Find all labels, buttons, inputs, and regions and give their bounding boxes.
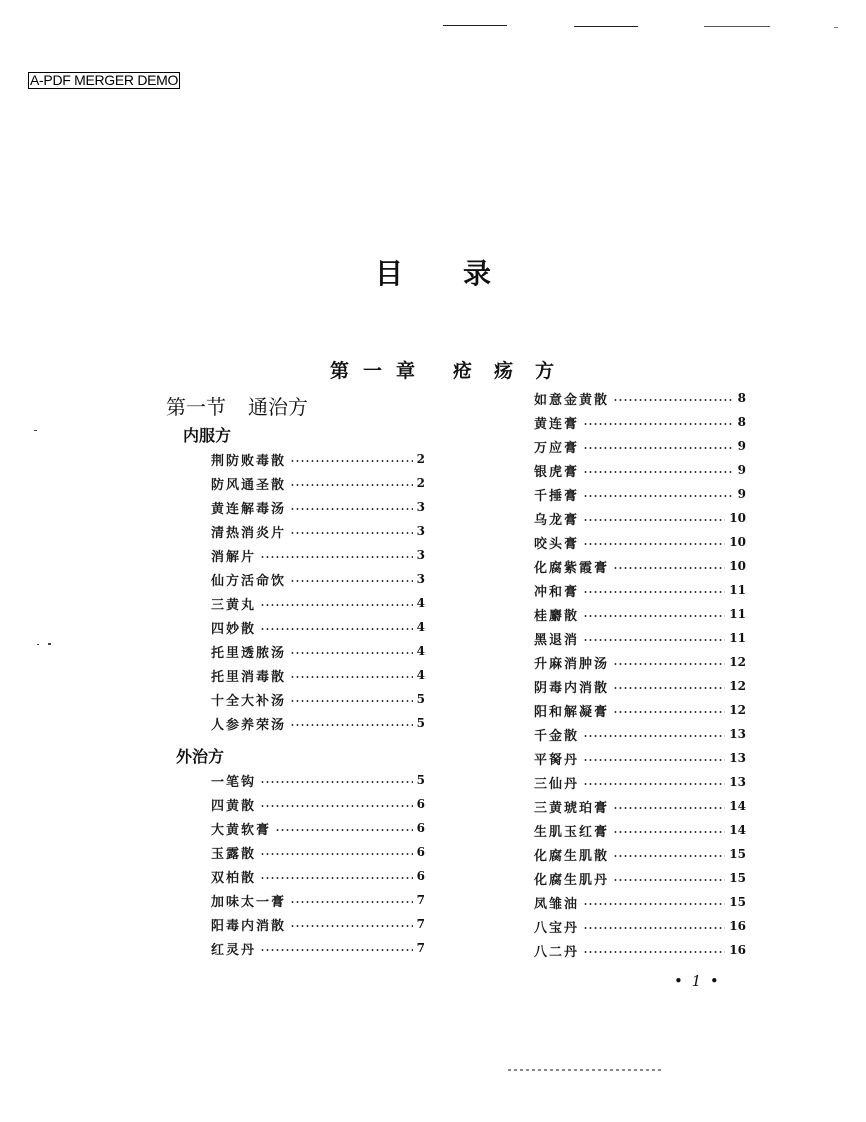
toc-entry-page: 4 bbox=[416, 644, 425, 658]
toc-entry-title: 黄连解毒汤 bbox=[211, 501, 287, 517]
scan-rule bbox=[443, 25, 507, 26]
toc-entry-title: 三黄丸 bbox=[211, 597, 257, 613]
dot-leader bbox=[583, 759, 725, 761]
toc-entry-page: 6 bbox=[416, 845, 425, 859]
toc-entry-page: 13 bbox=[729, 727, 746, 741]
toc-entry-page: 3 bbox=[416, 548, 425, 562]
dot-leader bbox=[613, 711, 725, 713]
chapter-name: 疮疡方 bbox=[453, 360, 577, 382]
toc-entry-page: 4 bbox=[416, 596, 425, 610]
toc-entry-page: 16 bbox=[729, 919, 746, 933]
toc-entry-page: 3 bbox=[416, 572, 425, 586]
toc-entry-title: 乌龙膏 bbox=[534, 512, 580, 528]
toc-entry-title: 化腐生肌散 bbox=[534, 848, 610, 864]
dot-leader bbox=[583, 591, 725, 593]
toc-entry[interactable] bbox=[211, 711, 425, 735]
toc-entry-title: 人参养荣汤 bbox=[211, 717, 287, 733]
section-name: 通治方 bbox=[248, 395, 308, 419]
toc-entry-title: 如意金黄散 bbox=[534, 392, 610, 408]
dot-leader bbox=[613, 879, 725, 881]
dot-leader bbox=[290, 700, 413, 702]
dot-leader bbox=[583, 639, 725, 641]
toc-entry[interactable] bbox=[534, 602, 746, 626]
toc-entry-title: 双柏散 bbox=[211, 870, 257, 886]
toc-entry[interactable] bbox=[211, 447, 425, 471]
toc-entry[interactable] bbox=[211, 615, 425, 639]
toc-entry-title: 加味太一膏 bbox=[211, 894, 287, 910]
toc-entry[interactable] bbox=[534, 770, 746, 794]
toc-entry[interactable] bbox=[211, 912, 425, 936]
dot-leader bbox=[290, 652, 413, 654]
page-number: • 1 • bbox=[674, 972, 721, 990]
toc-entry-title: 凤雏油 bbox=[534, 896, 580, 912]
toc-entry-page: 11 bbox=[729, 631, 746, 645]
toc-entry[interactable] bbox=[211, 639, 425, 663]
toc-entry-page: 14 bbox=[729, 799, 746, 813]
toc-entry-page: 15 bbox=[729, 871, 746, 885]
toc-entry[interactable] bbox=[534, 818, 746, 842]
toc-entry[interactable] bbox=[211, 543, 425, 567]
toc-entry[interactable] bbox=[534, 650, 746, 674]
toc-entry[interactable] bbox=[534, 530, 746, 554]
toc-entry[interactable] bbox=[534, 554, 746, 578]
toc-entry-title: 玉露散 bbox=[211, 846, 257, 862]
toc-entry-title: 千金散 bbox=[534, 728, 580, 744]
toc-entry-title: 三仙丹 bbox=[534, 776, 580, 792]
toc-entry-title: 托里消毒散 bbox=[211, 669, 287, 685]
scan-speck bbox=[48, 643, 51, 645]
dot-leader bbox=[613, 567, 725, 569]
page-title: 目录 bbox=[374, 257, 551, 290]
toc-entry[interactable] bbox=[211, 519, 425, 543]
scan-speck bbox=[37, 644, 39, 645]
dot-leader bbox=[260, 781, 413, 783]
toc-entry-page: 15 bbox=[729, 847, 746, 861]
dot-leader bbox=[583, 495, 734, 497]
toc-entry[interactable] bbox=[534, 410, 746, 434]
dot-leader bbox=[583, 447, 734, 449]
toc-entry-title: 阳和解凝膏 bbox=[534, 704, 610, 720]
toc-entry-page: 14 bbox=[729, 823, 746, 837]
toc-entry-page: 10 bbox=[729, 559, 746, 573]
dot-leader bbox=[290, 580, 413, 582]
toc-entry[interactable] bbox=[211, 864, 425, 888]
toc-entry-title: 一笔钩 bbox=[211, 774, 257, 790]
toc-entry-page: 5 bbox=[416, 716, 425, 730]
toc-entry-page: 3 bbox=[416, 524, 425, 538]
toc-entry[interactable] bbox=[534, 578, 746, 602]
toc-entry[interactable] bbox=[534, 626, 746, 650]
toc-entry-title: 清热消炎片 bbox=[211, 525, 287, 541]
toc-entry[interactable] bbox=[211, 567, 425, 591]
scan-artifact bbox=[508, 1069, 663, 1071]
toc-entry-page: 11 bbox=[729, 607, 746, 621]
toc-entry-page: 11 bbox=[729, 583, 746, 597]
toc-entry[interactable] bbox=[534, 866, 746, 890]
dot-leader bbox=[290, 508, 413, 510]
dot-leader bbox=[260, 877, 413, 879]
dot-leader bbox=[583, 927, 725, 929]
toc-entry[interactable] bbox=[211, 591, 425, 615]
toc-entry[interactable] bbox=[534, 794, 746, 818]
section-heading bbox=[166, 391, 308, 420]
toc-entry-page: 7 bbox=[416, 941, 425, 955]
toc-entry-title: 桂麝散 bbox=[534, 608, 580, 624]
toc-entry-title: 阴毒内消散 bbox=[534, 680, 610, 696]
toc-entry-page: 3 bbox=[416, 500, 425, 514]
toc-entry[interactable] bbox=[534, 674, 746, 698]
toc-entry-page: 2 bbox=[416, 476, 425, 490]
toc-entry-title: 托里透脓汤 bbox=[211, 645, 287, 661]
toc-entry-page: 12 bbox=[729, 703, 746, 717]
toc-entry-title: 消解片 bbox=[211, 549, 257, 565]
watermark: A-PDF MERGER DEMO bbox=[30, 72, 179, 88]
dot-leader bbox=[613, 663, 725, 665]
toc-entry[interactable] bbox=[534, 506, 746, 530]
dot-leader bbox=[613, 831, 725, 833]
toc-entry-title: 防风通圣散 bbox=[211, 477, 287, 493]
toc-entry[interactable] bbox=[534, 458, 746, 482]
toc-entry-page: 6 bbox=[416, 869, 425, 883]
toc-entry[interactable] bbox=[534, 914, 746, 938]
scan-rule bbox=[704, 26, 770, 27]
toc-entry-page: 10 bbox=[729, 511, 746, 525]
dot-leader bbox=[583, 735, 725, 737]
toc-entry-page: 13 bbox=[729, 775, 746, 789]
toc-entry-title: 万应膏 bbox=[534, 440, 580, 456]
group-heading-external: 外治方 bbox=[176, 747, 225, 766]
toc-entry-title: 生肌玉红膏 bbox=[534, 824, 610, 840]
toc-entry-page: 9 bbox=[737, 487, 746, 501]
dot-leader bbox=[613, 807, 725, 809]
toc-entry-title: 仙方活命饮 bbox=[211, 573, 287, 589]
toc-entry[interactable] bbox=[534, 482, 746, 506]
toc-entry-title: 化腐紫霞膏 bbox=[534, 560, 610, 576]
chapter-number: 第一章 bbox=[330, 360, 430, 382]
toc-entry[interactable] bbox=[534, 698, 746, 722]
toc-entry[interactable] bbox=[211, 816, 425, 840]
dot-leader bbox=[290, 532, 413, 534]
toc-entry[interactable] bbox=[211, 495, 425, 519]
toc-entry[interactable] bbox=[211, 792, 425, 816]
toc-entry-page: 5 bbox=[416, 773, 425, 787]
dot-leader bbox=[583, 951, 725, 953]
toc-entry-title: 阳毒内消散 bbox=[211, 918, 287, 934]
toc-entry-page: 13 bbox=[729, 751, 746, 765]
toc-entry-page: 7 bbox=[416, 893, 425, 907]
toc-entry-page: 2 bbox=[416, 452, 425, 466]
group-heading-internal: 内服方 bbox=[183, 426, 232, 445]
toc-entry-title: 八宝丹 bbox=[534, 920, 580, 936]
chapter-heading bbox=[330, 356, 576, 383]
dot-leader bbox=[275, 829, 413, 831]
toc-entry[interactable] bbox=[211, 888, 425, 912]
toc-entry-title: 银虎膏 bbox=[534, 464, 580, 480]
toc-entry-title: 平胬丹 bbox=[534, 752, 580, 768]
toc-entry-page: 4 bbox=[416, 620, 425, 634]
toc-entry[interactable] bbox=[534, 890, 746, 914]
toc-entry-title: 化腐生肌丹 bbox=[534, 872, 610, 888]
dot-leader bbox=[583, 543, 725, 545]
toc-entry-title: 四妙散 bbox=[211, 621, 257, 637]
toc-entry-title: 升麻消肿汤 bbox=[534, 656, 610, 672]
dot-leader bbox=[290, 460, 413, 462]
toc-entry[interactable] bbox=[534, 722, 746, 746]
toc-entry-page: 10 bbox=[729, 535, 746, 549]
toc-entry-title: 冲和膏 bbox=[534, 584, 580, 600]
toc-entry-page: 16 bbox=[729, 943, 746, 957]
toc-entry[interactable] bbox=[534, 434, 746, 458]
toc-entry-page: 5 bbox=[416, 692, 425, 706]
toc-entry-page: 9 bbox=[737, 439, 746, 453]
scan-rule bbox=[834, 27, 838, 28]
dot-leader bbox=[613, 399, 734, 401]
scan-rule bbox=[574, 26, 638, 27]
toc-entry-page: 4 bbox=[416, 668, 425, 682]
dot-leader bbox=[583, 519, 725, 521]
dot-leader bbox=[260, 556, 413, 558]
toc-entry-title: 黄连膏 bbox=[534, 416, 580, 432]
dot-leader bbox=[583, 471, 734, 473]
toc-entry[interactable] bbox=[211, 840, 425, 864]
toc-entry-page: 12 bbox=[729, 655, 746, 669]
toc-entry-title: 红灵丹 bbox=[211, 942, 257, 958]
dot-leader bbox=[290, 484, 413, 486]
toc-entry-page: 7 bbox=[416, 917, 425, 931]
toc-entry-page: 6 bbox=[416, 821, 425, 835]
section-label: 第一节 bbox=[166, 395, 226, 419]
toc-entry[interactable] bbox=[534, 386, 746, 410]
toc-entry[interactable] bbox=[211, 663, 425, 687]
toc-entry-title: 荆防败毒散 bbox=[211, 453, 287, 469]
toc-entry-title: 三黄琥珀膏 bbox=[534, 800, 610, 816]
toc-entry-page: 9 bbox=[737, 463, 746, 477]
dot-leader bbox=[260, 949, 413, 951]
toc-entry-page: 8 bbox=[737, 391, 746, 405]
dot-leader bbox=[613, 855, 725, 857]
dot-leader bbox=[613, 687, 725, 689]
toc-entry[interactable] bbox=[211, 471, 425, 495]
toc-entry[interactable] bbox=[211, 768, 425, 792]
dot-leader bbox=[290, 925, 413, 927]
dot-leader bbox=[290, 724, 413, 726]
toc-entry-page: 6 bbox=[416, 797, 425, 811]
toc-entry-title: 八二丹 bbox=[534, 944, 580, 960]
dot-leader bbox=[290, 676, 413, 678]
toc-entry-title: 千捶膏 bbox=[534, 488, 580, 504]
toc-entry[interactable] bbox=[211, 936, 425, 960]
dot-leader bbox=[583, 423, 734, 425]
toc-entry[interactable] bbox=[534, 842, 746, 866]
toc-entry-page: 8 bbox=[737, 415, 746, 429]
toc-entry-page: 15 bbox=[729, 895, 746, 909]
toc-entry-page: 12 bbox=[729, 679, 746, 693]
toc-entry[interactable] bbox=[211, 687, 425, 711]
dot-leader bbox=[290, 901, 413, 903]
dot-leader bbox=[583, 783, 725, 785]
scan-speck bbox=[34, 430, 37, 431]
toc-entry-title: 四黄散 bbox=[211, 798, 257, 814]
toc-entry-title: 十全大补汤 bbox=[211, 693, 287, 709]
dot-leader bbox=[583, 615, 725, 617]
dot-leader bbox=[260, 805, 413, 807]
dot-leader bbox=[260, 604, 413, 606]
dot-leader bbox=[583, 903, 725, 905]
toc-entry-title: 大黄软膏 bbox=[211, 822, 272, 838]
dot-leader bbox=[260, 853, 413, 855]
toc-entry[interactable] bbox=[534, 746, 746, 770]
toc-entry-title: 黑退消 bbox=[534, 632, 580, 648]
dot-leader bbox=[260, 628, 413, 630]
toc-entry-title: 咬头膏 bbox=[534, 536, 580, 552]
toc-entry[interactable] bbox=[534, 938, 746, 962]
